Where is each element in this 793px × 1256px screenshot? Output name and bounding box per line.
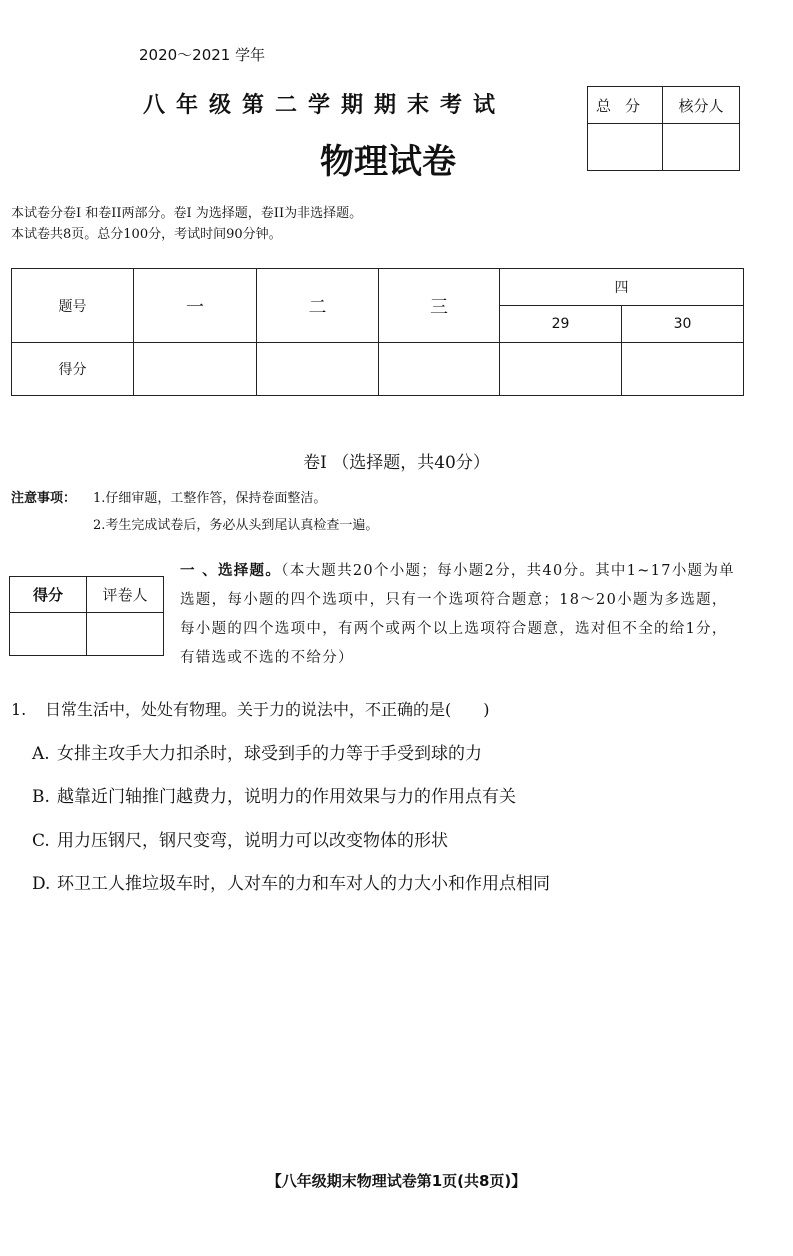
section-header: 二: [257, 269, 379, 343]
option-letter: B.: [32, 787, 50, 807]
subsection-header: 30: [622, 306, 744, 343]
subsection-header: 29: [500, 306, 622, 343]
score-cell: [134, 343, 257, 396]
question-number-header: 题号: [12, 269, 134, 343]
option-text: 环卫工人推垃圾车时，人对车的力和车对人的力大小和作用点相同: [57, 874, 550, 894]
checker-label: 核分人: [663, 87, 740, 124]
part-heading: 卷I （选择题，共40分）: [303, 453, 490, 473]
note-item: 1.仔细审题，工整作答，保持卷面整洁。: [93, 491, 327, 506]
question-stem: [11, 697, 490, 720]
section-header: 一: [134, 269, 257, 343]
score-cell: [500, 343, 622, 396]
option-d: [32, 869, 550, 894]
score-cell: [379, 343, 500, 396]
score-cell: [257, 343, 379, 396]
section-header: 四: [500, 269, 744, 306]
section-label: 一 、选择题。: [180, 562, 282, 579]
option-text: 女排主攻手大力扣杀时，球受到手的力等于手受到球的力: [57, 744, 482, 764]
exam-title: 八年级第二学期期末考试: [143, 92, 507, 118]
checker-cell: [663, 124, 740, 171]
instruction-line: 本试卷共8页。总分100分，考试时间90分钟。: [11, 227, 282, 242]
total-score-box: [587, 86, 740, 171]
total-score-cell: [588, 124, 663, 171]
grader-name-label: 评卷人: [87, 577, 164, 613]
note-item: 2.考生完成试卷后，务必从头到尾认真检查一遍。: [93, 518, 379, 533]
grader-box: [9, 576, 164, 656]
option-letter: C.: [32, 831, 50, 851]
option-b: [32, 782, 516, 807]
option-text: 越靠近门轴推门越费力，说明力的作用效果与力的作用点有关: [57, 787, 516, 807]
option-a: [32, 739, 482, 764]
instruction-line: 本试卷分卷I 和卷II两部分。卷I 为选择题，卷II为非选择题。: [11, 206, 363, 221]
question-text: 日常生活中，处处有物理。关于力的说法中，不正确的是( ): [45, 700, 490, 719]
notes-label: 注意事项：: [11, 491, 77, 506]
section-instructions: [180, 556, 742, 673]
page-footer: 【八年级期末物理试卷第1页(共8页)】: [266, 1172, 527, 1190]
score-table: [11, 268, 744, 396]
score-cell: [622, 343, 744, 396]
question-number: 1.: [11, 700, 27, 719]
score-row-label: 得分: [12, 343, 134, 396]
option-letter: D.: [32, 874, 51, 894]
subject-title: 物理试卷: [320, 142, 456, 182]
section-description: （本大题共20个小题；每小题2分，共40分。其中1~17小题为单选题，每小题的四个选项中，只有一个选项符合题意；18～20小题为多选题，每小题的四个选项中，有两个或两个以上选项符合题意，选对但不全的给1分，有错选或不选的不给分）: [180, 563, 735, 666]
option-text: 用力压钢尺，钢尺变弯，说明力可以改变物体的形状: [57, 831, 448, 851]
grader-name-cell: [87, 613, 164, 656]
option-c: [32, 826, 448, 851]
grader-score-label: 得分: [10, 577, 87, 613]
option-letter: A.: [32, 744, 50, 764]
exam-instructions: [11, 203, 362, 245]
school-year: 2020～2021 学年: [139, 46, 266, 64]
total-score-label: 总分: [588, 87, 663, 124]
section-header: 三: [379, 269, 500, 343]
grader-score-cell: [10, 613, 87, 656]
